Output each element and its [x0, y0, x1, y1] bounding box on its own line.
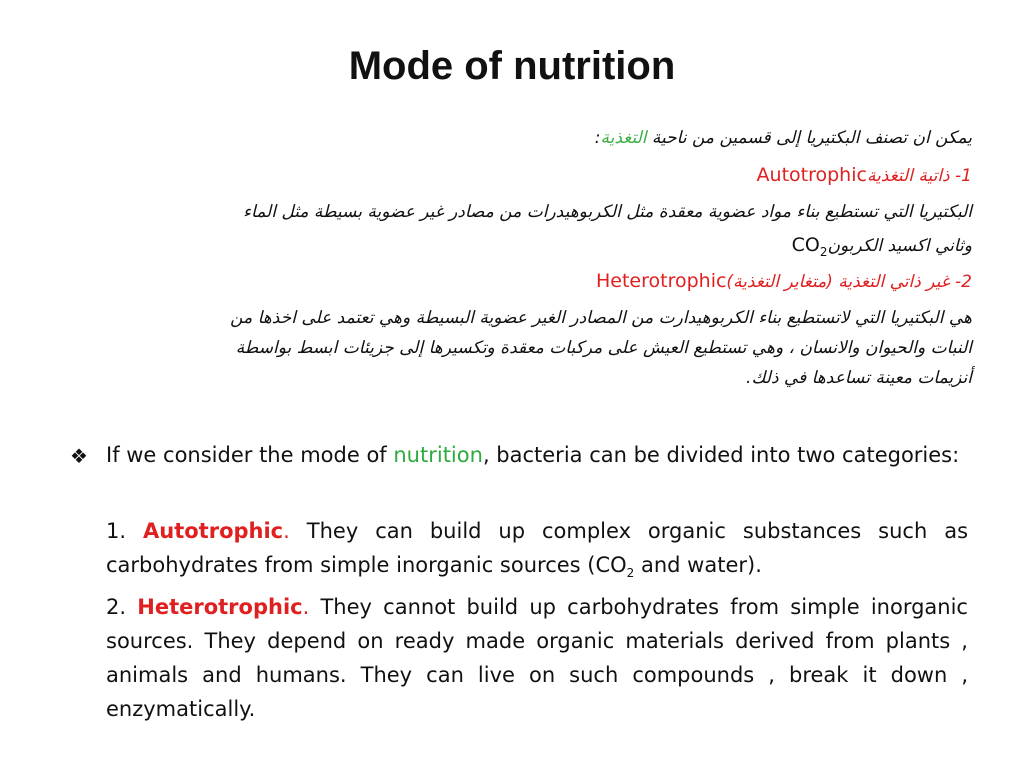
- intro-text-a: If we consider the mode of: [106, 443, 387, 467]
- arabic-co: CO: [791, 234, 820, 256]
- english-intro: [106, 438, 968, 472]
- item-1-text-a: They can build up complex organic substances such as carbohydrates from simple inorganic sources (CO: [106, 519, 969, 577]
- arabic-autotrophic-en: Autotrophic: [756, 164, 867, 186]
- item-1-co2-sub: 2: [626, 566, 635, 581]
- arabic-nutrition-highlight: التغذية: [600, 128, 647, 148]
- item-2-number: 2.: [106, 595, 127, 619]
- item-2-text: They cannot build up carbohydrates from simple inorganic sources. They depend on ready made organic materials derived from plants , animals and humans. They can live on such compounds , break it down , enzymatically.: [106, 595, 968, 721]
- autotrophic-label: Autotrophic: [143, 519, 284, 543]
- arabic-colon: :: [594, 128, 601, 148]
- page-title: Mode of nutrition: [348, 44, 676, 88]
- arabic-line-4: [792, 234, 972, 259]
- bullet-diamond-icon: ❖: [70, 444, 88, 468]
- arabic-line-4-text: وثاني اكسيد الكربون: [827, 236, 972, 256]
- arabic-autotrophic-label: 1- ذاتية التغذية: [866, 166, 972, 186]
- arabic-line-2: [757, 164, 972, 186]
- item-1-number: 1.: [106, 519, 127, 543]
- arabic-line-1: [595, 128, 972, 148]
- arabic-line-8: أنزيمات معينة تساعدها في ذلك.: [746, 368, 972, 388]
- heterotrophic-label: Heterotrophic: [137, 595, 303, 619]
- arabic-co2-sub: 2: [819, 244, 828, 259]
- arabic-heterotrophic-en: Heterotrophic: [595, 270, 727, 292]
- arabic-line-5: [596, 270, 972, 292]
- arabic-co2: [791, 234, 828, 259]
- english-item-2: [106, 590, 968, 726]
- arabic-line-3: البكتيريا التي تستطيع بناء مواد عضوية معقدة مثل الكربوهيدرات من مصادر غير عضوية بسيطة مثل الماء: [243, 202, 972, 222]
- item-1-dot: .: [283, 519, 290, 543]
- arabic-heterotrophic-label: 2- غير ذاتي التغذية (متغاير التغذية): [726, 272, 972, 292]
- item-2-dot: .: [302, 595, 310, 619]
- arabic-line-1-text: يمكن ان تصنف البكتيريا إلى قسمين من ناحية: [651, 128, 972, 148]
- arabic-line-6: هي البكتيريا التي لاتستطيع بناء الكربوهيدارت من المصادر الغير عضوية البسيطة وهي تعتمد على اخذها من: [230, 308, 972, 328]
- nutrition-highlight: nutrition: [393, 443, 483, 467]
- intro-text-b: , bacteria can be divided into two categories:: [482, 443, 960, 467]
- arabic-line-7: النبات والحيوان والانسان ، وهي تستطيع العيش على مركبات معقدة وتكسيرها إلى جزيئات ابسط بواسطة: [235, 338, 972, 358]
- english-item-1: [106, 514, 968, 590]
- item-1-text-b: and water).: [641, 553, 762, 577]
